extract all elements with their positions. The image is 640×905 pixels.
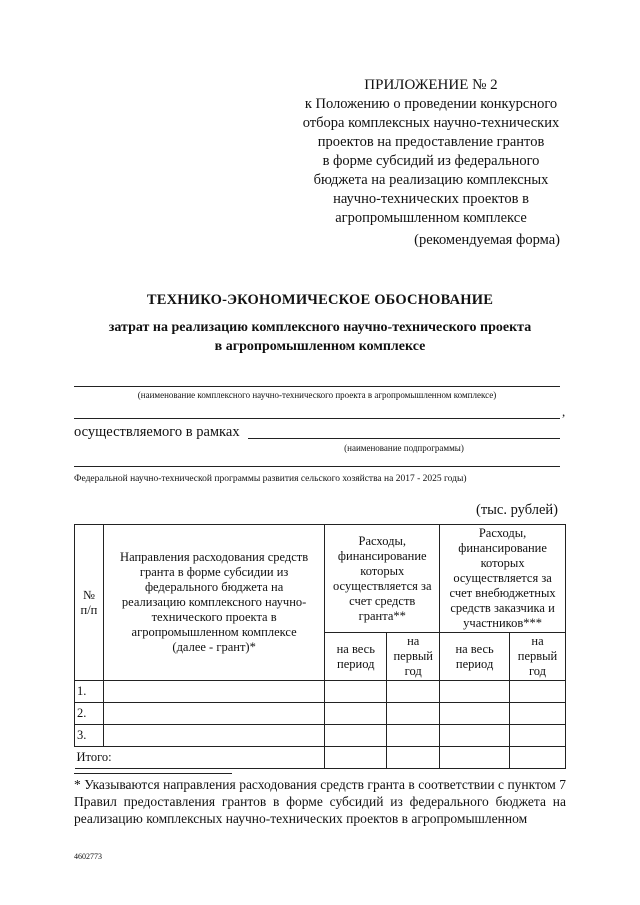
table-row: [75, 725, 566, 747]
header-direction: Направления расходования средств гранта в форме субсидии из федерального бюджета на реализацию комплексного научно-технического проекта в агропромышленном комплексе (далее - грант)*: [103, 525, 324, 681]
row-number: 3.: [75, 725, 104, 747]
units-label: (тыс. рублей): [476, 502, 558, 518]
appendix-line: научно-технических проектов в: [333, 191, 529, 207]
expense-table: [74, 524, 566, 769]
subheader-extra-total: на весь период: [440, 633, 510, 681]
cell-direction[interactable]: [103, 703, 324, 725]
cell-value[interactable]: [387, 725, 440, 747]
implemented-label: осуществляемого в рамках: [74, 424, 240, 440]
cell-direction[interactable]: [103, 725, 324, 747]
project-name-caption: (наименование комплексного научно-технического проекта в агропромышленном комплексе): [137, 390, 497, 400]
footnote-divider: [74, 773, 232, 774]
subtitle-line-2: в агропромышленном комплексе: [214, 339, 426, 354]
appendix-header: ПРИЛОЖЕНИЕ № 2: [364, 77, 498, 93]
footnote-text: * Указываются направления расходования средств гранта в соответствии с пунктом 7 Правил предоставления грантов в форме субсидий из федерального бюджета на реализацию комплексных научно-технических проектов в агропромышленном: [74, 777, 566, 826]
subtitle-line-1: затрат на реализацию комплексного научно-технического проекта: [108, 320, 532, 335]
subheader-grant-total: на весь период: [325, 633, 387, 681]
header-grant-expenses: Расходы, финансирование которых осуществляется за счет средств гранта**: [325, 525, 440, 633]
appendix-line: в форме субсидий из федерального: [322, 153, 540, 169]
appendix-line: отбора комплексных научно-технических: [302, 115, 560, 131]
cell-value[interactable]: [510, 703, 566, 725]
header-extrabudget-expenses: Расходы, финансирование которых осуществляется за счет внебюджетных средств заказчика и участников***: [440, 525, 566, 633]
project-name-line-2: [74, 418, 560, 419]
subprogram-caption: (наименование подпрограммы): [344, 443, 464, 453]
subprogram-line: [248, 438, 560, 439]
cell-value[interactable]: [440, 681, 510, 703]
cell-value[interactable]: [325, 681, 387, 703]
appendix-line: проектов на предоставление грантов: [317, 134, 545, 150]
document-subtitle: [0, 318, 640, 356]
cell-value[interactable]: [325, 747, 387, 769]
comma: ,: [562, 404, 566, 419]
document-number: 4602773: [74, 852, 102, 861]
cell-value[interactable]: [440, 725, 510, 747]
cell-value[interactable]: [325, 725, 387, 747]
header-number: № п/п: [75, 525, 104, 681]
recommended-form-note: (рекомендуемая форма): [414, 232, 560, 248]
cell-value[interactable]: [440, 703, 510, 725]
project-name-line: [74, 386, 560, 387]
appendix-block: [286, 76, 576, 228]
appendix-line: к Положению о проведении конкурсного: [304, 96, 558, 112]
subheader-extra-first-year: на первый год: [510, 633, 566, 681]
cell-value[interactable]: [325, 703, 387, 725]
cell-value[interactable]: [510, 681, 566, 703]
row-number: 1.: [75, 681, 104, 703]
total-label: Итого:: [75, 747, 325, 769]
cell-value[interactable]: [510, 747, 566, 769]
appendix-line: агропромышленном комплексе: [335, 210, 527, 226]
document-title: ТЕХНИКО-ЭКОНОМИЧЕСКОЕ ОБОСНОВАНИЕ: [146, 292, 494, 308]
appendix-line: бюджета на реализацию комплексных: [313, 172, 549, 188]
program-name: Федеральной научно-технической программы развития сельского хозяйства на 2017 - 2025 годы): [74, 474, 467, 484]
cell-value[interactable]: [387, 703, 440, 725]
table-row: [75, 703, 566, 725]
subheader-grant-first-year: на первый год: [387, 633, 440, 681]
table-row: [75, 681, 566, 703]
cell-value[interactable]: [387, 747, 440, 769]
program-line: [74, 466, 560, 467]
cell-direction[interactable]: [103, 681, 324, 703]
table-row-total: [75, 747, 566, 769]
cell-value[interactable]: [510, 725, 566, 747]
cell-value[interactable]: [387, 681, 440, 703]
cell-value[interactable]: [440, 747, 510, 769]
row-number: 2.: [75, 703, 104, 725]
